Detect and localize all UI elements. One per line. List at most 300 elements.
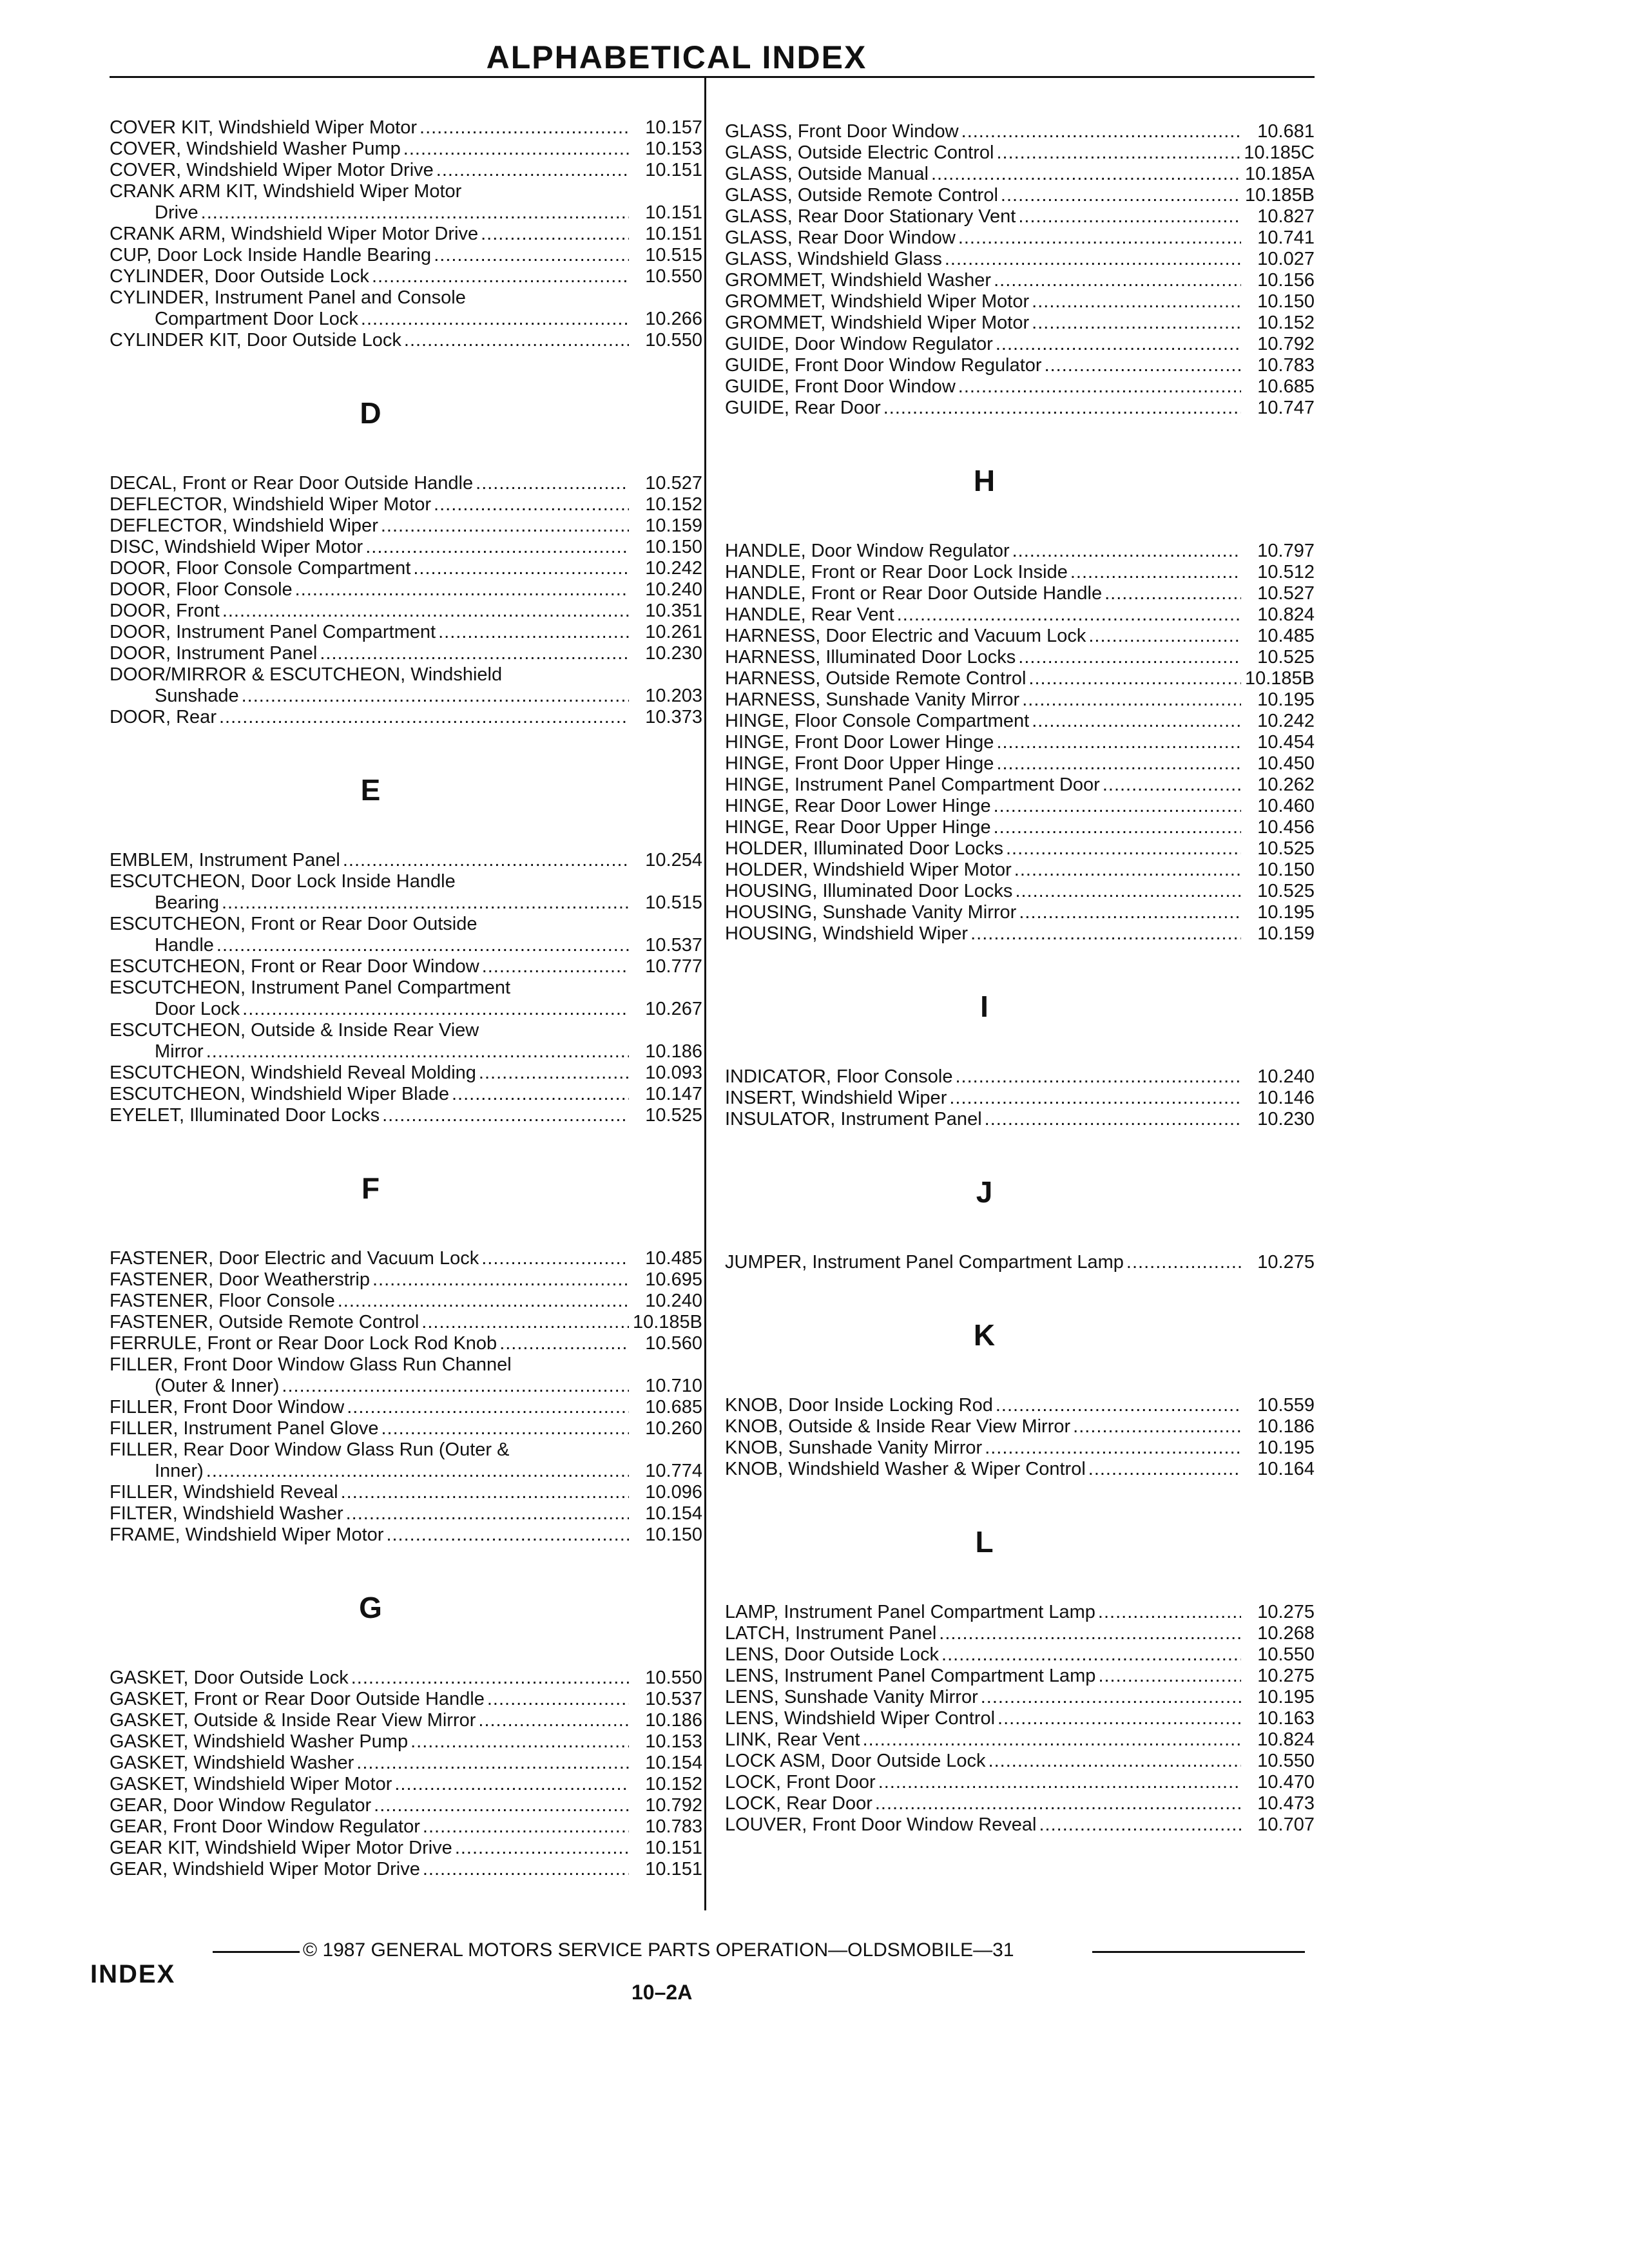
index-entry bbox=[725, 227, 1315, 249]
index-entry bbox=[725, 1644, 1315, 1666]
leader-dots bbox=[222, 892, 629, 914]
index-entry bbox=[110, 1418, 702, 1439]
entry-label: CUP, Door Lock Inside Handle Bearing bbox=[110, 245, 432, 265]
entry-page-ref: 10.153 bbox=[645, 139, 702, 159]
leader-dots bbox=[346, 1503, 629, 1524]
index-entry bbox=[110, 1859, 702, 1880]
entry-page-ref: 10.159 bbox=[645, 515, 702, 536]
entry-page-ref: 10.195 bbox=[1257, 1687, 1315, 1707]
entry-label: COVER, Windshield Washer Pump bbox=[110, 139, 401, 159]
entry-page-ref: 10.460 bbox=[1257, 796, 1315, 816]
entry-label: HARNESS, Outside Remote Control bbox=[725, 668, 1027, 689]
entry-label: INSULATOR, Instrument Panel bbox=[725, 1109, 982, 1129]
entry-label: LOCK ASM, Door Outside Lock bbox=[725, 1751, 986, 1771]
leader-dots bbox=[1028, 668, 1241, 689]
entry-label: HINGE, Floor Console Compartment bbox=[725, 711, 1030, 731]
index-entry bbox=[725, 583, 1315, 604]
index-entry bbox=[725, 1729, 1315, 1751]
index-entry bbox=[110, 999, 702, 1020]
entry-label: FASTENER, Door Weatherstrip bbox=[110, 1269, 370, 1290]
entry-label: GASKET, Windshield Wiper Motor bbox=[110, 1774, 392, 1794]
entry-page-ref: 10.783 bbox=[645, 1816, 702, 1837]
entry-page-ref: 10.827 bbox=[1257, 206, 1315, 227]
entry-label: ESCUTCHEON, Windshield Wiper Blade bbox=[110, 1084, 449, 1104]
leader-dots bbox=[434, 494, 629, 515]
entry-label: ESCUTCHEON, Instrument Panel Compartment bbox=[110, 977, 511, 998]
leader-dots bbox=[403, 139, 629, 160]
entry-page-ref: 10.774 bbox=[645, 1461, 702, 1481]
entry-page-ref: 10.550 bbox=[645, 266, 702, 287]
entry-page-ref: 10.240 bbox=[645, 1291, 702, 1311]
entry-label: GROMMET, Windshield Wiper Motor bbox=[725, 312, 1030, 333]
footer-rule-right bbox=[1092, 1951, 1305, 1953]
entry-page-ref: 10.525 bbox=[1257, 881, 1315, 901]
leader-dots bbox=[394, 1774, 629, 1795]
entry-label: CYLINDER KIT, Door Outside Lock bbox=[110, 330, 401, 351]
leader-dots bbox=[1104, 583, 1241, 604]
entry-label: HANDLE, Door Window Regulator bbox=[725, 541, 1010, 561]
leader-dots bbox=[958, 227, 1241, 249]
index-entry bbox=[110, 1774, 702, 1795]
entry-page-ref: 10.525 bbox=[1257, 647, 1315, 668]
index-entry bbox=[110, 892, 702, 914]
entry-label: GLASS, Outside Electric Control bbox=[725, 142, 994, 163]
entry-label: GLASS, Outside Remote Control bbox=[725, 185, 998, 206]
entry-page-ref: 10.454 bbox=[1257, 732, 1315, 753]
entry-page-ref: 10.261 bbox=[645, 622, 702, 642]
entry-label: ESCUTCHEON, Windshield Reveal Molding bbox=[110, 1062, 476, 1083]
index-entry bbox=[110, 956, 702, 977]
entry-page-ref: 10.537 bbox=[645, 935, 702, 956]
leader-dots bbox=[897, 604, 1241, 626]
index-entry bbox=[725, 647, 1315, 668]
entry-label: KNOB, Sunshade Vanity Mirror bbox=[725, 1437, 983, 1458]
entry-page-ref: 10.473 bbox=[1257, 1793, 1315, 1814]
index-entry bbox=[110, 537, 702, 558]
leader-dots bbox=[282, 1376, 629, 1397]
entry-page-ref: 10.777 bbox=[645, 956, 702, 977]
index-entry bbox=[110, 1376, 702, 1397]
entry-label: ESCUTCHEON, Front or Rear Door Window bbox=[110, 956, 479, 977]
index-entry bbox=[725, 562, 1315, 583]
leader-dots bbox=[955, 1066, 1241, 1088]
footer-copyright: © 1987 GENERAL MOTORS SERVICE PARTS OPERATION—OLDSMOBILE—31 bbox=[303, 1939, 1014, 1961]
column-divider bbox=[704, 77, 706, 1910]
section-letter: L bbox=[975, 1525, 994, 1559]
entry-page-ref: 10.550 bbox=[1257, 1751, 1315, 1771]
leader-dots bbox=[1006, 838, 1241, 860]
entry-page-ref: 10.240 bbox=[645, 579, 702, 600]
leader-dots bbox=[996, 1395, 1241, 1416]
index-entry bbox=[110, 473, 702, 494]
leader-dots bbox=[996, 732, 1241, 753]
entry-page-ref: 10.710 bbox=[645, 1376, 702, 1396]
entry-label: LENS, Door Outside Lock bbox=[725, 1644, 940, 1665]
leader-dots bbox=[481, 224, 629, 245]
entry-label: INDICATOR, Floor Console bbox=[725, 1066, 953, 1087]
entry-label: HARNESS, Sunshade Vanity Mirror bbox=[725, 689, 1020, 710]
leader-dots bbox=[351, 1667, 629, 1689]
index-entry bbox=[725, 711, 1315, 732]
index-entry bbox=[725, 1602, 1315, 1623]
index-entry bbox=[725, 1109, 1315, 1130]
entry-page-ref: 10.685 bbox=[645, 1397, 702, 1418]
entry-label: GASKET, Door Outside Lock bbox=[110, 1667, 349, 1688]
index-entry bbox=[725, 1708, 1315, 1729]
index-entry bbox=[725, 249, 1315, 270]
entry-label: HOLDER, Windshield Wiper Motor bbox=[725, 860, 1012, 880]
entry-page-ref: 10.242 bbox=[645, 558, 702, 579]
index-entry bbox=[110, 1482, 702, 1503]
index-entry bbox=[725, 902, 1315, 923]
leader-dots bbox=[356, 1753, 629, 1774]
index-entry bbox=[725, 185, 1315, 206]
entry-page-ref: 10.242 bbox=[1257, 711, 1315, 731]
index-entry bbox=[110, 224, 702, 245]
index-entry bbox=[110, 117, 702, 139]
entry-label: LAMP, Instrument Panel Compartment Lamp bbox=[725, 1602, 1095, 1622]
leader-dots bbox=[1022, 689, 1241, 711]
entry-page-ref: 10.185A bbox=[1244, 164, 1315, 184]
entry-page-ref: 10.275 bbox=[1257, 1252, 1315, 1273]
entry-page-ref: 10.707 bbox=[1257, 1814, 1315, 1835]
leader-dots bbox=[452, 1084, 629, 1105]
leader-dots bbox=[386, 1524, 629, 1546]
leader-dots bbox=[994, 817, 1241, 838]
section-letter: G bbox=[359, 1591, 382, 1624]
entry-page-ref: 10.159 bbox=[1257, 923, 1315, 944]
index-entry bbox=[110, 1524, 702, 1546]
entry-page-ref: 10.741 bbox=[1257, 227, 1315, 248]
entry-page-ref: 10.525 bbox=[645, 1105, 702, 1126]
entry-page-ref: 10.186 bbox=[645, 1710, 702, 1731]
entry-label: FRAME, Windshield Wiper Motor bbox=[110, 1524, 384, 1545]
entry-label: GLASS, Front Door Window bbox=[725, 121, 959, 142]
index-entry bbox=[110, 1312, 702, 1333]
entry-page-ref: 10.151 bbox=[645, 202, 702, 223]
entry-label: ESCUTCHEON, Outside & Inside Rear View bbox=[110, 1020, 479, 1041]
index-entry bbox=[725, 398, 1315, 419]
entry-page-ref: 10.824 bbox=[1257, 1729, 1315, 1750]
leader-dots bbox=[341, 1482, 629, 1503]
leader-dots bbox=[478, 1710, 629, 1731]
page-title: ALPHABETICAL INDEX bbox=[486, 39, 867, 75]
entry-page-ref: 10.783 bbox=[1257, 355, 1315, 376]
leader-dots bbox=[945, 249, 1241, 270]
index-entry bbox=[110, 579, 702, 601]
entry-page-ref: 10.152 bbox=[1257, 312, 1315, 333]
entry-label: LOCK, Rear Door bbox=[725, 1793, 872, 1814]
index-entry bbox=[110, 1667, 702, 1689]
entry-page-ref: 10.267 bbox=[645, 999, 702, 1019]
entry-page-ref: 10.254 bbox=[645, 850, 702, 870]
index-entry bbox=[725, 753, 1315, 774]
index-entry bbox=[725, 1066, 1315, 1088]
entry-label: JUMPER, Instrument Panel Compartment Lamp bbox=[725, 1252, 1124, 1273]
leader-dots bbox=[343, 850, 629, 871]
leader-dots bbox=[217, 935, 629, 956]
entry-page-ref: 10.681 bbox=[1257, 121, 1315, 142]
entry-label: DOOR/MIRROR & ESCUTCHEON, Windshield bbox=[110, 664, 503, 685]
entry-label: GUIDE, Front Door Window bbox=[725, 376, 956, 397]
entry-label: Mirror bbox=[155, 1041, 204, 1062]
entry-page-ref: 10.157 bbox=[645, 117, 702, 138]
leader-dots bbox=[413, 558, 629, 579]
entry-label: DOOR, Instrument Panel bbox=[110, 643, 318, 664]
leader-dots bbox=[981, 1687, 1241, 1708]
entry-page-ref: 10.203 bbox=[645, 686, 702, 706]
leader-dots bbox=[1001, 185, 1241, 206]
entry-label: Inner) bbox=[155, 1461, 204, 1481]
leader-dots bbox=[1103, 774, 1241, 796]
leader-dots bbox=[863, 1729, 1241, 1751]
index-entry bbox=[110, 202, 702, 224]
index-entry bbox=[725, 774, 1315, 796]
index-entry bbox=[110, 139, 702, 160]
leader-dots bbox=[1126, 1252, 1241, 1273]
leader-dots bbox=[985, 1437, 1241, 1459]
entry-label: EMBLEM, Instrument Panel bbox=[110, 850, 340, 870]
header-rule bbox=[110, 76, 1315, 78]
leader-dots bbox=[438, 622, 629, 643]
index-entry bbox=[110, 1710, 702, 1731]
leader-dots bbox=[381, 1418, 629, 1439]
section-letter: D bbox=[360, 396, 381, 430]
entry-label: FERRULE, Front or Rear Door Lock Rod Knob bbox=[110, 1333, 497, 1354]
entry-label: (Outer & Inner) bbox=[155, 1376, 280, 1396]
leader-dots bbox=[994, 270, 1241, 291]
index-entry bbox=[110, 643, 702, 664]
entry-label: Bearing bbox=[155, 892, 219, 913]
index-entry bbox=[110, 1333, 702, 1354]
section-letter: J bbox=[976, 1175, 993, 1209]
entry-page-ref: 10.695 bbox=[645, 1269, 702, 1290]
leader-dots bbox=[320, 643, 629, 664]
leader-dots bbox=[988, 1751, 1241, 1772]
entry-page-ref: 10.525 bbox=[1257, 838, 1315, 859]
leader-dots bbox=[1073, 1416, 1241, 1437]
index-entry bbox=[725, 1623, 1315, 1644]
section-letter: F bbox=[361, 1171, 380, 1205]
leader-dots bbox=[1039, 1814, 1242, 1836]
entry-page-ref: 10.515 bbox=[645, 245, 702, 265]
entry-label: DOOR, Floor Console bbox=[110, 579, 293, 600]
leader-dots bbox=[878, 1772, 1241, 1793]
entry-page-ref: 10.260 bbox=[645, 1418, 702, 1439]
entry-label: LATCH, Instrument Panel bbox=[725, 1623, 937, 1644]
leader-dots bbox=[476, 473, 629, 494]
entry-page-ref: 10.351 bbox=[645, 601, 702, 621]
left-column bbox=[110, 117, 702, 1880]
index-entry bbox=[725, 121, 1315, 142]
index-entry bbox=[110, 686, 702, 707]
index-entry bbox=[110, 330, 702, 351]
entry-page-ref: 10.824 bbox=[1257, 604, 1315, 625]
entry-label: DEFLECTOR, Windshield Wiper bbox=[110, 515, 378, 536]
entry-page-ref: 10.230 bbox=[645, 643, 702, 664]
entry-label: DOOR, Floor Console Compartment bbox=[110, 558, 411, 579]
entry-label: LENS, Sunshade Vanity Mirror bbox=[725, 1687, 978, 1707]
entry-label: COVER, Windshield Wiper Motor Drive bbox=[110, 160, 434, 180]
index-entry bbox=[110, 707, 702, 728]
entry-label: FASTENER, Door Electric and Vacuum Lock bbox=[110, 1248, 479, 1269]
section-letter: I bbox=[980, 990, 988, 1023]
leader-dots bbox=[201, 202, 629, 224]
leader-dots bbox=[381, 515, 629, 537]
leader-dots bbox=[1012, 541, 1241, 562]
entry-label: GLASS, Rear Door Window bbox=[725, 227, 956, 248]
index-entry bbox=[110, 850, 702, 871]
entry-page-ref: 10.185B bbox=[1244, 668, 1315, 689]
entry-label: CYLINDER, Instrument Panel and Console bbox=[110, 287, 466, 308]
entry-label: COVER KIT, Windshield Wiper Motor bbox=[110, 117, 418, 138]
entry-label: GEAR, Door Window Regulator bbox=[110, 1795, 372, 1816]
entry-label: GUIDE, Front Door Window Regulator bbox=[725, 355, 1042, 376]
leader-dots bbox=[372, 266, 629, 287]
entry-label: HOUSING, Sunshade Vanity Mirror bbox=[725, 902, 1017, 923]
entry-label: Handle bbox=[155, 935, 214, 956]
entry-page-ref: 10.792 bbox=[645, 1795, 702, 1816]
leader-dots bbox=[242, 999, 629, 1020]
leader-dots bbox=[875, 1793, 1241, 1814]
entry-page-ref: 10.147 bbox=[645, 1084, 702, 1104]
index-entry bbox=[110, 1503, 702, 1524]
entry-label: HINGE, Rear Door Lower Hinge bbox=[725, 796, 991, 816]
entry-label: DECAL, Front or Rear Door Outside Handle bbox=[110, 473, 474, 494]
entry-page-ref: 10.512 bbox=[1257, 562, 1315, 582]
leader-dots bbox=[961, 121, 1241, 142]
entry-label: FILLER, Front Door Window bbox=[110, 1397, 345, 1418]
leader-dots bbox=[1098, 1666, 1241, 1687]
leader-dots bbox=[1070, 562, 1241, 583]
entry-label: LENS, Instrument Panel Compartment Lamp bbox=[725, 1666, 1096, 1686]
index-entry bbox=[110, 1689, 702, 1710]
entry-page-ref: 10.151 bbox=[645, 1859, 702, 1879]
entry-label: GASKET, Windshield Washer Pump bbox=[110, 1731, 409, 1752]
leader-dots bbox=[242, 686, 629, 707]
entry-page-ref: 10.150 bbox=[645, 1524, 702, 1545]
leader-dots bbox=[482, 956, 629, 977]
index-entry bbox=[110, 601, 702, 622]
entry-label: HANDLE, Rear Vent bbox=[725, 604, 894, 625]
leader-dots bbox=[985, 1109, 1241, 1130]
entry-label: CRANK ARM, Windshield Wiper Motor Drive bbox=[110, 224, 479, 244]
entry-label: Drive bbox=[155, 202, 198, 223]
leader-dots bbox=[998, 1708, 1241, 1729]
entry-label: FILTER, Windshield Washer bbox=[110, 1503, 343, 1524]
section-letter: H bbox=[973, 464, 996, 497]
entry-page-ref: 10.163 bbox=[1257, 1708, 1315, 1729]
entry-label: LOUVER, Front Door Window Reveal bbox=[725, 1814, 1037, 1835]
leader-dots bbox=[939, 1623, 1241, 1644]
entry-page-ref: 10.154 bbox=[645, 1503, 702, 1524]
entry-label: GASKET, Front or Rear Door Outside Handle bbox=[110, 1689, 485, 1709]
index-entry bbox=[725, 796, 1315, 817]
entry-label: GUIDE, Door Window Regulator bbox=[725, 334, 993, 354]
entry-page-ref: 10.152 bbox=[645, 494, 702, 515]
index-entry bbox=[725, 1814, 1315, 1836]
entry-page-ref: 10.268 bbox=[1257, 1623, 1315, 1644]
entry-page-ref: 10.537 bbox=[645, 1689, 702, 1709]
index-entry bbox=[110, 1753, 702, 1774]
entry-label: DOOR, Instrument Panel Compartment bbox=[110, 622, 436, 642]
index-entry bbox=[110, 1397, 702, 1418]
leader-dots bbox=[338, 1291, 629, 1312]
index-entry bbox=[725, 376, 1315, 398]
entry-label: INSERT, Windshield Wiper bbox=[725, 1088, 947, 1108]
leader-dots bbox=[479, 1062, 629, 1084]
leader-dots bbox=[958, 376, 1241, 398]
index-entry bbox=[725, 541, 1315, 562]
index-entry bbox=[110, 1795, 702, 1816]
index-entry bbox=[725, 206, 1315, 227]
entry-label: LENS, Windshield Wiper Control bbox=[725, 1708, 996, 1729]
entry-label: FILLER, Instrument Panel Glove bbox=[110, 1418, 379, 1439]
index-entry bbox=[725, 838, 1315, 860]
entry-page-ref: 10.185B bbox=[1244, 185, 1315, 206]
entry-page-ref: 10.185B bbox=[632, 1312, 702, 1332]
leader-dots bbox=[499, 1333, 629, 1354]
index-entry bbox=[110, 622, 702, 643]
index-entry bbox=[725, 270, 1315, 291]
entry-label: GLASS, Windshield Glass bbox=[725, 249, 942, 269]
entry-page-ref: 10.156 bbox=[1257, 270, 1315, 291]
index-entry bbox=[110, 245, 702, 266]
leader-dots bbox=[222, 601, 629, 622]
footer-section-label: INDEX bbox=[90, 1960, 176, 1988]
entry-label: Compartment Door Lock bbox=[155, 309, 358, 329]
leader-dots bbox=[423, 1859, 629, 1880]
entry-page-ref: 10.792 bbox=[1257, 334, 1315, 354]
leader-dots bbox=[1015, 881, 1241, 902]
leader-dots bbox=[436, 160, 629, 181]
index-entry bbox=[110, 558, 702, 579]
entry-page-ref: 10.560 bbox=[645, 1333, 702, 1354]
right-column bbox=[725, 121, 1315, 1836]
entry-label: ESCUTCHEON, Front or Rear Door Outside bbox=[110, 914, 477, 934]
entry-page-ref: 10.266 bbox=[645, 309, 702, 329]
leader-dots bbox=[434, 245, 629, 266]
index-entry bbox=[725, 1416, 1315, 1437]
index-entry bbox=[725, 1687, 1315, 1708]
leader-dots bbox=[1032, 711, 1241, 732]
entry-label: ESCUTCHEON, Door Lock Inside Handle bbox=[110, 871, 456, 892]
index-entry bbox=[725, 1088, 1315, 1109]
entry-page-ref: 10.146 bbox=[1257, 1088, 1315, 1108]
index-entry bbox=[110, 1084, 702, 1105]
entry-page-ref: 10.186 bbox=[645, 1041, 702, 1062]
entry-page-ref: 10.153 bbox=[645, 1731, 702, 1752]
entry-label: Door Lock bbox=[155, 999, 240, 1019]
leader-dots bbox=[410, 1731, 629, 1753]
leader-dots bbox=[365, 537, 629, 558]
index-entry bbox=[110, 1105, 702, 1126]
entry-page-ref: 10.373 bbox=[645, 707, 702, 727]
index-entry bbox=[725, 1459, 1315, 1480]
entry-page-ref: 10.550 bbox=[645, 1667, 702, 1688]
entry-page-ref: 10.485 bbox=[1257, 626, 1315, 646]
index-entry bbox=[110, 1461, 702, 1482]
leader-dots bbox=[1018, 206, 1241, 227]
index-entry bbox=[725, 142, 1315, 164]
index-entry bbox=[725, 1666, 1315, 1687]
index-entry bbox=[725, 732, 1315, 753]
leader-dots bbox=[1018, 647, 1241, 668]
index-entry bbox=[725, 1395, 1315, 1416]
leader-dots bbox=[1088, 626, 1241, 647]
entry-page-ref: 10.152 bbox=[645, 1774, 702, 1794]
entry-label: GUIDE, Rear Door bbox=[725, 398, 881, 418]
